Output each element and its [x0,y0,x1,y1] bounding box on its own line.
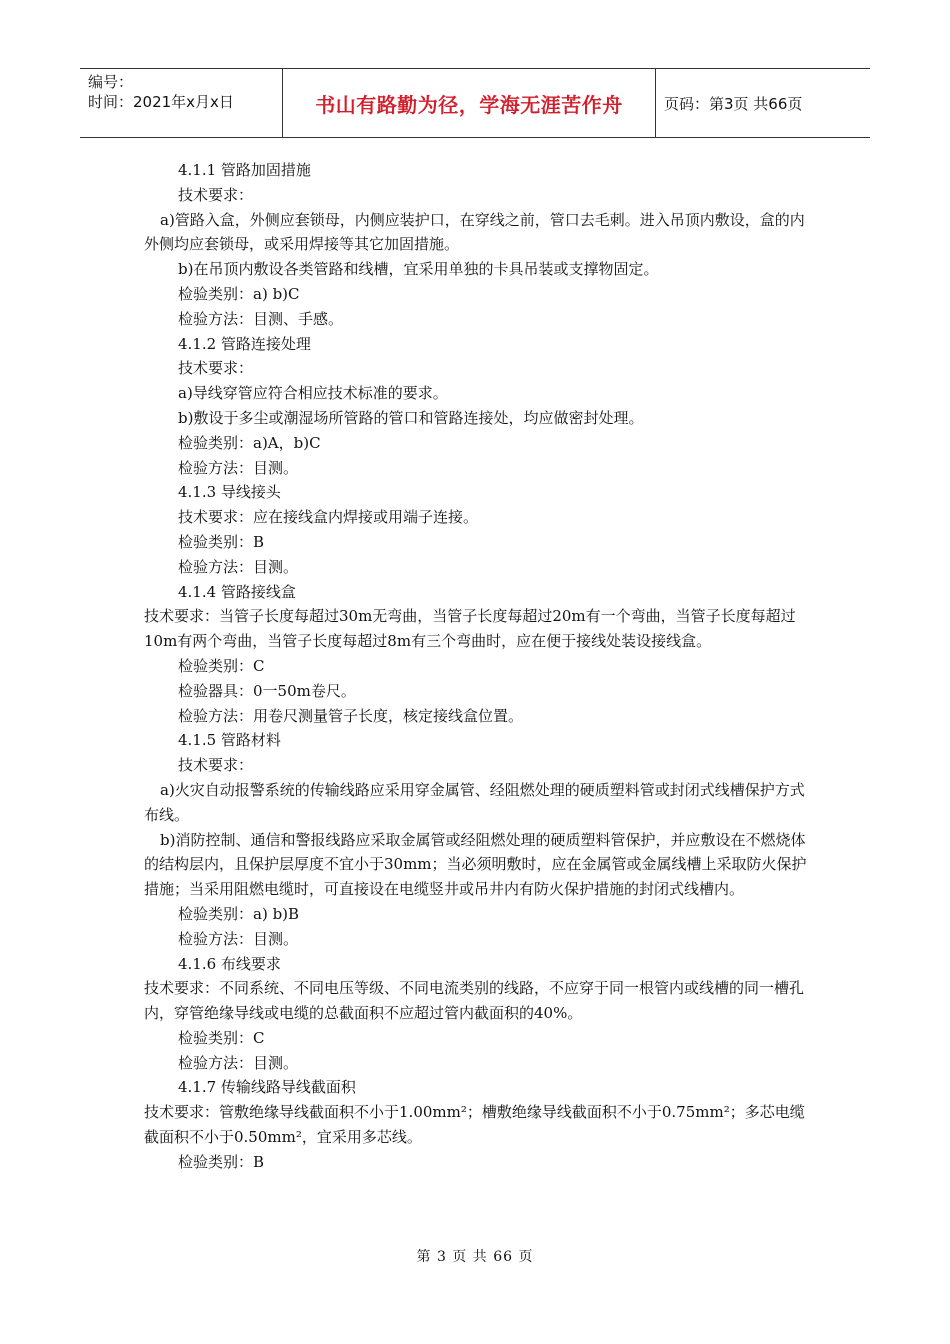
document-date: 时间：2021年x月x日 [88,93,234,111]
body-paragraph: 4.1.5 管路材料 [178,731,281,750]
body-paragraph: 检验类别：C [178,1028,265,1047]
body-paragraph: 技术要求：不同系统、不同电压等级、不同电流类别的线路，不应穿于同一根管内或线槽的同一槽孔内，穿管绝缘导线或电缆的总截面积不应超过管内截面积的40%。 [144,979,805,1023]
body-paragraph: 4.1.7 传输线路导线截面积 [178,1078,356,1097]
body-paragraph: 4.1.6 布线要求 [178,954,281,973]
body-paragraph: 4.1.4 管路接线盒 [178,582,296,601]
body-paragraph: 4.1.3 导线接头 [178,483,281,502]
body-paragraph: 技术要求：当管子长度每超过30m无弯曲，当管子长度每超过20m有一个弯曲，当管子长度每超过10m有两个弯曲，当管子长度每超过8m有三个弯曲时，应在便于接线处装设接线盒。 [144,607,796,651]
body-paragraph: 4.1.2 管路连接处理 [178,334,311,353]
body-paragraph: 检验器具：0一50m卷尺。 [178,681,356,700]
body-paragraph: 检验方法：目测。 [178,557,299,576]
body-paragraph: 检验方法：目测、手感。 [178,309,344,328]
body-paragraph: 技术要求：管敷绝缘导线截面积不小于1.00mm²；槽敷绝缘导线截面积不小于0.75mm²；多芯电缆截面积不小于0.50mm²，宜采用多芯线。 [144,1103,805,1147]
body-paragraph: 4.1.1 管路加固措施 [178,161,311,179]
body-paragraph: 检验类别：a) b)C [178,284,300,303]
body-paragraph: 技术要求： [178,359,254,378]
body-paragraph: a)导线穿管应符合相应技术标准的要求。 [178,384,448,403]
body-paragraph: 技术要求： [178,185,254,204]
body-paragraph: a)管路入盒，外侧应套锁母，内侧应装护口，在穿线之前，管口去毛刺。进入吊顶内敷设，盒的内外侧均应套锁母，或采用焊接等其它加固措施。 [144,210,805,254]
body-paragraph: 检验方法：目测。 [178,458,299,477]
body-paragraph: 检验类别：a) b)B [178,904,300,923]
header-meta [80,69,282,137]
body-paragraph: 检验类别：a)A，b)C [178,433,321,452]
body-paragraph: b)敷设于多尘或潮湿场所管路的管口和管路连接处，均应做密封处理。 [178,408,644,427]
body-paragraph: 检验类别：B [178,532,265,551]
header-motto: 书山有路勤为径，学海无涯苦作舟 [282,69,656,137]
body-paragraph: b)消防控制、通信和警报线路应采取金属管或经阻燃处理的硬质塑料管保护，并应敷设在不燃烧体的结构层内，且保护层厚度不宜小于30mm；当必须明敷时，应在金属管或金属线槽上采取防火保护措施；当采用阻燃电缆时，可直接设在电缆竖井或吊井内有防火保护措施的封闭式线槽内。 [144,830,807,899]
body-paragraph: b)在吊顶内敷设各类管路和线槽，宜采用单独的卡具吊装或支撑物固定。 [178,260,659,279]
body-paragraph: 检验方法：用卷尺测量管子长度，核定接线盒位置。 [178,706,524,725]
body-paragraph: 检验类别：C [178,656,265,675]
body-paragraph: 检验方法：目测。 [178,929,299,948]
page-header [80,68,870,138]
document-body [144,158,810,1175]
body-paragraph: 检验方法：目测。 [178,1053,299,1072]
header-page-info: 页码：第3页 共66页 [664,94,803,113]
body-paragraph: 检验类别：B [178,1152,265,1171]
body-paragraph: 技术要求：应在接线盒内焊接或用端子连接。 [178,508,479,527]
document-number-label: 编号： [88,73,134,91]
body-paragraph: a)火灾自动报警系统的传输线路应采用穿金属管、经阻燃处理的硬质塑料管或封闭式线槽保护方式布线。 [144,780,805,824]
page-footer: 第 3 页 共 66 页 [416,1249,534,1265]
body-paragraph: 技术要求： [178,756,254,775]
